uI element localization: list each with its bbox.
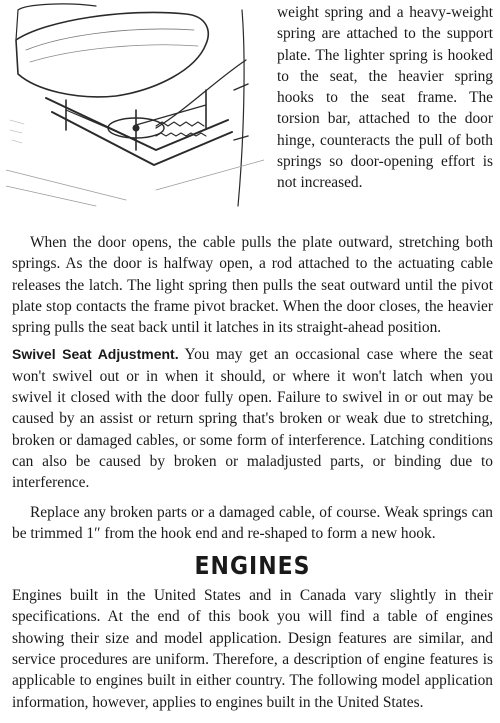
main-text	[12, 232, 493, 713]
top-paragraph: weight spring and a heavy-weight spring are attached to the support plate. The lighter spring is hooked to the seat, the heavier spring hooks to the seat frame. The torsion bar, attached to the door hinge, counteracts the pull of both springs so door-opening effort is not increased.	[277, 4, 493, 192]
replace-parts-paragraph: Replace any broken parts or a damaged cable, of course. Weak springs can be trimmed 1″ from the hook end and re-shaped to form a new hook.	[12, 503, 493, 542]
swivel-seat-illustration	[6, 0, 264, 208]
seat-mechanism-drawing	[6, 0, 264, 208]
swivel-adjustment-heading: Swivel Seat Adjustment.	[12, 346, 179, 363]
section-heading-engines: ENGINES	[194, 552, 311, 582]
door-opening-paragraph: When the door opens, the cable pulls the plate outward, stretching both springs. As the door is halfway open, a rod attached to the actuating cable releases the latch. The light spring then pulls the seat outward until the pivot plate stop contacts the frame pivot bracket. When the door closes, the heavier spring pulls the seat back until it latches in its straight-ahead position.	[12, 234, 493, 337]
swivel-adjustment-text: You may get an occasional case where the seat won't swivel out or in when it should, or where it won't latch when you swivel it closed with the door fully open. Failure to swivel in or out may be caused by an assist or return spring that's broken or weak due to stretching, broken or damaged cables, or some form of interference. Latching conditions can also be caused by broken or maladjusted parts, or binding due to interference.	[12, 346, 493, 492]
engines-paragraph: Engines built in the United States and in Canada vary slightly in their specifications. At the end of this book you will find a table of engines showing their size and model application. Design features are similar, and service procedures are uniform. Therefore, a description of engine features is applicable to engines built in either country. The following model application information, however, applies to engines built in the United States.	[12, 587, 493, 711]
swivel-adjustment-paragraph	[12, 344, 493, 493]
